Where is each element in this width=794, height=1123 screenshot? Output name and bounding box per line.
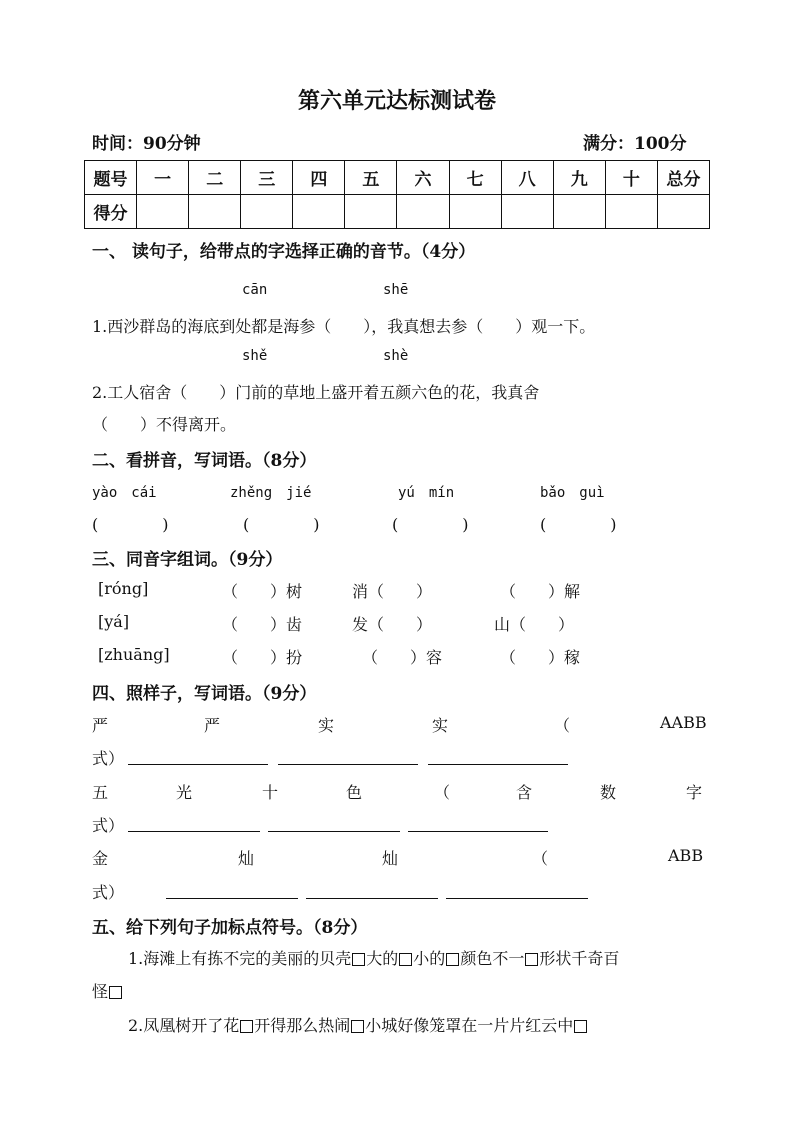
score-cell[interactable] bbox=[397, 195, 449, 229]
sentence-part: 开得那么热闹 bbox=[254, 1016, 351, 1035]
exam-time: 时间：90分钟 bbox=[92, 134, 201, 154]
header-cell: 八 bbox=[501, 161, 553, 195]
homophone-blank[interactable]: （ ）树 bbox=[222, 582, 303, 601]
example-char: （ bbox=[532, 849, 549, 868]
homophone-blank[interactable]: （ ）容 bbox=[362, 648, 443, 667]
header-cell: 总分 bbox=[657, 161, 709, 195]
example-pattern: AABB bbox=[660, 713, 707, 732]
punctuation-box[interactable] bbox=[109, 986, 122, 999]
sentence-part: 小城好像笼罩在一片片红云中 bbox=[365, 1016, 574, 1035]
score-cell[interactable] bbox=[449, 195, 501, 229]
homophone-pinyin: [zhuāng] bbox=[98, 645, 170, 664]
header-cell: 十 bbox=[605, 161, 657, 195]
score-table-header-row bbox=[85, 161, 710, 195]
score-label-cell: 得分 bbox=[85, 195, 137, 229]
sentence-part: 小的 bbox=[413, 949, 446, 968]
score-table bbox=[84, 160, 710, 229]
section-1-heading: 一、 读句子，给带点的字选择正确的音节。（4分） bbox=[92, 242, 476, 262]
question-5-1 bbox=[128, 946, 619, 969]
homophone-pinyin: [róng] bbox=[98, 579, 149, 598]
answer-line[interactable] bbox=[408, 831, 548, 832]
answer-line[interactable] bbox=[128, 764, 268, 765]
score-cell[interactable] bbox=[137, 195, 189, 229]
homophone-blank[interactable]: （ ）齿 bbox=[222, 615, 303, 634]
sentence-part: 1.海滩上有拣不完的美丽的贝壳 bbox=[128, 949, 352, 968]
example-char: 光 bbox=[176, 783, 193, 802]
header-cell: 三 bbox=[241, 161, 293, 195]
answer-blank[interactable]: ( ) bbox=[392, 515, 469, 534]
homophone-blank[interactable]: 山（ ） bbox=[494, 615, 575, 634]
sentence-part: 颜色不一 bbox=[460, 949, 525, 968]
homophone-pinyin: [yá] bbox=[98, 612, 130, 631]
answer-line[interactable] bbox=[306, 898, 438, 899]
score-cell[interactable] bbox=[345, 195, 397, 229]
example-char: 灿 bbox=[238, 849, 255, 868]
answer-line[interactable] bbox=[428, 764, 568, 765]
example-char: 实 bbox=[318, 716, 335, 735]
pinyin-label: shě bbox=[242, 348, 268, 364]
example-char: 十 bbox=[262, 783, 279, 802]
section-4-heading: 四、照样子，写词语。（9分） bbox=[92, 684, 317, 704]
example-char: 五 bbox=[92, 783, 109, 802]
punctuation-box[interactable] bbox=[352, 953, 365, 966]
answer-blank[interactable]: ( ) bbox=[243, 515, 320, 534]
score-cell[interactable] bbox=[501, 195, 553, 229]
pinyin-word: yào cái bbox=[92, 485, 157, 501]
answer-line[interactable] bbox=[446, 898, 588, 899]
question-5-1-cont bbox=[92, 979, 123, 1002]
pinyin-label: cān bbox=[242, 282, 268, 298]
pinyin-word: yú mín bbox=[398, 485, 455, 501]
page-title: 第六单元达标测试卷 bbox=[297, 88, 496, 114]
question-5-2 bbox=[128, 1013, 588, 1036]
section-2-heading: 二、看拼音，写词语。（8分） bbox=[92, 451, 317, 471]
punctuation-box[interactable] bbox=[399, 953, 412, 966]
score-cell[interactable] bbox=[657, 195, 709, 229]
example-char: 含 bbox=[516, 783, 533, 802]
score-cell[interactable] bbox=[189, 195, 241, 229]
example-pattern: ABB bbox=[668, 846, 704, 865]
answer-line[interactable] bbox=[166, 898, 298, 899]
sentence-part: 2.凤凰树开了花 bbox=[128, 1016, 240, 1035]
question-1-1: 1.西沙群岛的海底到处都是海参（ ），我真想去参（ ）观一下。 bbox=[92, 317, 596, 336]
example-char: （ bbox=[434, 783, 451, 802]
answer-blank[interactable]: ( ) bbox=[540, 515, 617, 534]
pattern-suffix: 式） bbox=[92, 749, 125, 768]
punctuation-box[interactable] bbox=[525, 953, 538, 966]
pattern-suffix: 式） bbox=[92, 883, 125, 902]
score-table-score-row bbox=[85, 195, 710, 229]
homophone-blank[interactable]: （ ）扮 bbox=[222, 648, 303, 667]
score-cell[interactable] bbox=[293, 195, 345, 229]
answer-line[interactable] bbox=[268, 831, 400, 832]
example-char: 实 bbox=[432, 716, 449, 735]
example-char: 色 bbox=[346, 783, 363, 802]
punctuation-box[interactable] bbox=[574, 1020, 587, 1033]
answer-blank[interactable]: ( ) bbox=[92, 515, 169, 534]
score-cell[interactable] bbox=[605, 195, 657, 229]
punctuation-box[interactable] bbox=[446, 953, 459, 966]
pinyin-word: zhěng jié bbox=[230, 485, 312, 501]
header-cell: 四 bbox=[293, 161, 345, 195]
homophone-blank[interactable]: 消（ ） bbox=[352, 582, 433, 601]
score-cell[interactable] bbox=[553, 195, 605, 229]
header-cell: 九 bbox=[553, 161, 605, 195]
example-char: 数 bbox=[600, 783, 617, 802]
header-cell: 五 bbox=[345, 161, 397, 195]
sentence-part: 形状千奇百 bbox=[539, 949, 620, 968]
full-score: 满分：100分 bbox=[583, 134, 687, 154]
header-cell: 七 bbox=[449, 161, 501, 195]
example-char: 严 bbox=[92, 716, 109, 735]
answer-line[interactable] bbox=[128, 831, 260, 832]
sentence-part: 怪 bbox=[92, 982, 109, 1001]
pinyin-label: shè bbox=[383, 348, 409, 364]
punctuation-box[interactable] bbox=[351, 1020, 364, 1033]
homophone-blank[interactable]: 发（ ） bbox=[352, 615, 433, 634]
question-1-2: 2.工人宿舍（ ）门前的草地上盛开着五颜六色的花，我真舍 bbox=[92, 383, 540, 402]
section-3-heading: 三、同音字组词。（9分） bbox=[92, 550, 283, 570]
pattern-suffix: 式） bbox=[92, 816, 125, 835]
pinyin-word: bǎo guì bbox=[540, 485, 605, 501]
section-5-heading: 五、给下列句子加标点符号。（8分） bbox=[92, 918, 368, 938]
header-cell: 题号 bbox=[85, 161, 137, 195]
header-cell: 二 bbox=[189, 161, 241, 195]
answer-line[interactable] bbox=[278, 764, 418, 765]
example-char: （ bbox=[554, 716, 571, 735]
pinyin-label: shē bbox=[383, 282, 409, 298]
homophone-blank[interactable]: （ ）解 bbox=[500, 582, 581, 601]
example-char: 金 bbox=[92, 849, 109, 868]
example-char: 灿 bbox=[382, 849, 399, 868]
sentence-part: 大的 bbox=[366, 949, 399, 968]
homophone-blank[interactable]: （ ）稼 bbox=[500, 648, 581, 667]
score-cell[interactable] bbox=[241, 195, 293, 229]
punctuation-box[interactable] bbox=[240, 1020, 253, 1033]
question-1-2-cont: （ ）不得离开。 bbox=[92, 415, 237, 434]
header-cell: 六 bbox=[397, 161, 449, 195]
header-cell: 一 bbox=[137, 161, 189, 195]
example-char: 严 bbox=[204, 716, 221, 735]
example-char: 字 bbox=[686, 783, 703, 802]
